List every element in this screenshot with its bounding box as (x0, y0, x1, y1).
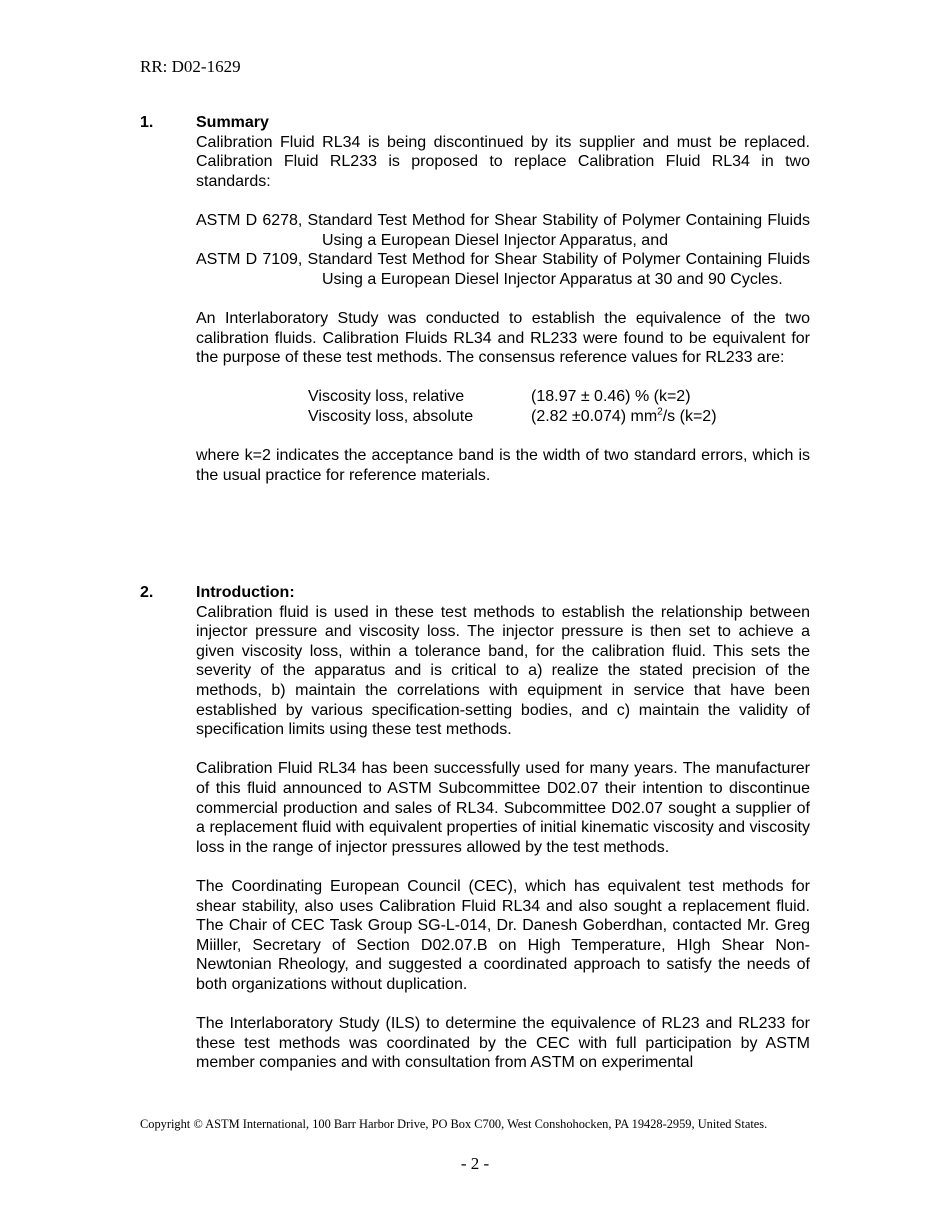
report-id: RR: D02-1629 (140, 57, 241, 76)
ils-paragraph: An Interlaboratory Study was conducted to establish the equivalence of the two calibration fluids. Calibration Fluids RL34 and RL233 were found to be equivalent for the purpose of these test methods. The consensus reference values for RL233 are: (196, 309, 810, 367)
reference-value-row (308, 407, 810, 427)
intro-paragraph: Calibration Fluid RL34 has been successfully used for many years. The manufacturer of this fluid announced to ASTM Subcommittee D02.07 their intention to discontinue commercial production and sales of RL34. Subcommittee D02.07 sought a supplier of a replacement fluid with equivalent properties of initial kinematic viscosity and viscosity loss in the range of injector pressures allowed by the test methods. (196, 760, 810, 856)
summary-paragraph: Calibration Fluid RL34 is being discontinued by its supplier and must be replaced. Calibration Fluid RL233 is proposed to replace Calibration Fluid RL34 in two standards: (196, 133, 810, 190)
value-label: Viscosity loss, absolute (308, 407, 474, 425)
section-number: 1. (140, 114, 154, 131)
section-title: Introduction: (196, 584, 295, 601)
page-number: - 2 - (460, 1154, 490, 1173)
k-explanation-paragraph: where k=2 indicates the acceptance band is the width of two standard errors, which is the usual practice for reference materials. (196, 447, 810, 484)
reference-value-row (308, 387, 810, 407)
section-number: 2. (140, 584, 154, 601)
standard-item: ASTM D 7109, Standard Test Method for Shear Stability of Polymer Containing Fluids Using a European Diesel Injector Apparatus at 30 and 90 Cycles. (196, 251, 810, 288)
value-label: Viscosity loss, relative (308, 388, 465, 406)
intro-paragraph: The Coordinating European Council (CEC), which has equivalent test methods for shear stability, also uses Calibration Fluid RL34 and also sought a replacement fluid. The Chair of CEC Task Group SG-L-014, Dr. Danesh Goberdhan, contacted Mr. Greg Miiller, Secretary of Section D02.07.B on High Temperature, HIgh Shear Non-Newtonian Rheology, and suggested a coordinated approach to satisfy the needs of both organizations without duplication. (196, 877, 810, 993)
value-text: (2.82 ±0.074) $mm^2/s$ (k=2) (531, 406, 717, 425)
value-text: (18.97 ± 0.46) % (k=2) (531, 388, 691, 406)
intro-paragraph: The Interlaboratory Study (ILS) to determine the equivalence of RL23 and RL233 for these test methods was coordinated by the CEC with full participation by ASTM member companies and with consultation from ASTM on experimental (196, 1015, 810, 1072)
section-summary (140, 113, 810, 485)
copyright-notice: Copyright © ASTM International, 100 Barr Harbor Drive, PO Box C700, West Conshohocken, PA 19428-2959, United States. (140, 1117, 768, 1131)
section-title: Summary (196, 114, 269, 131)
reference-values-table (308, 387, 810, 426)
section-introduction (140, 583, 810, 1073)
standard-item: ASTM D 6278, Standard Test Method for Shear Stability of Polymer Containing Fluids Using a European Diesel Injector Apparatus, and (196, 211, 810, 249)
intro-paragraph: Calibration fluid is used in these test methods to establish the relationship between injector pressure and viscosity loss. The injector pressure is then set to achieve a given viscosity loss, within a tolerance band, for the calibration fluid. This sets the severity of the apparatus and is critical to a) realize the stated precision of the methods, b) maintain the correlations with equipment in service that have been established by various specification-setting bodies, and c) maintain the validity of specification limits using these test methods. (196, 603, 810, 739)
